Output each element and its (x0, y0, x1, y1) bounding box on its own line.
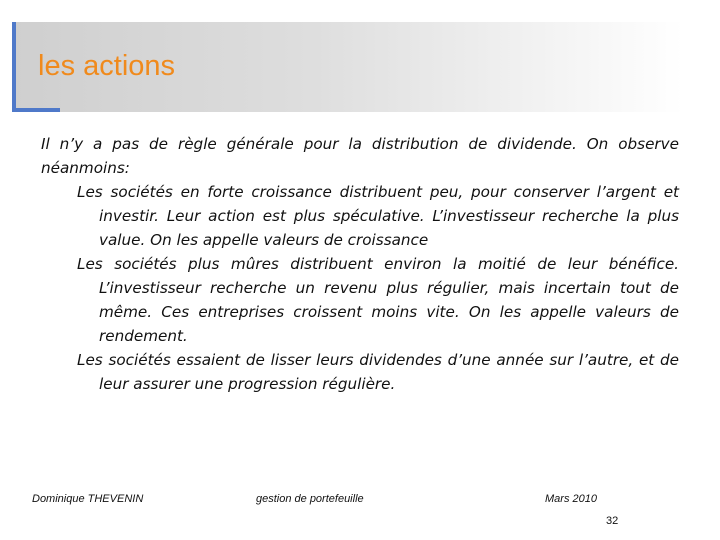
bullet-mature-companies: Les sociétés plus mûres distribuent environ la moitié de leur bénéfice. L’investisseur recherche un revenu plus régulier, mais incertain tout de même. Ces entreprises croissent moins vite. On les appelle valeurs de rendement. (77, 255, 679, 345)
bullet-dividend-smoothing: Les sociétés essaient de lisser leurs dividendes d’une année sur l’autre, et de leur assurer une progression régulière. (77, 351, 679, 393)
title-accent-horizontal (12, 108, 60, 112)
intro-paragraph: Il n’y a pas de règle générale pour la distribution de dividende. On observe néanmoins: (41, 135, 679, 177)
title-accent-vertical (12, 22, 16, 112)
footer-date: Mars 2010 (545, 493, 597, 505)
page-number: 32 (606, 515, 619, 527)
slide-body (41, 132, 679, 396)
footer-subject: gestion de portefeuille (256, 493, 364, 505)
footer-author: Dominique THEVENIN (32, 493, 144, 505)
slide-title: les actions (38, 50, 176, 82)
bullet-growth-companies: Les sociétés en forte croissance distribuent peu, pour conserver l’argent et investir. Leur action est plus spéculative. L’investisseur recherche la plus value. On les appelle valeurs de croissance (77, 183, 679, 249)
